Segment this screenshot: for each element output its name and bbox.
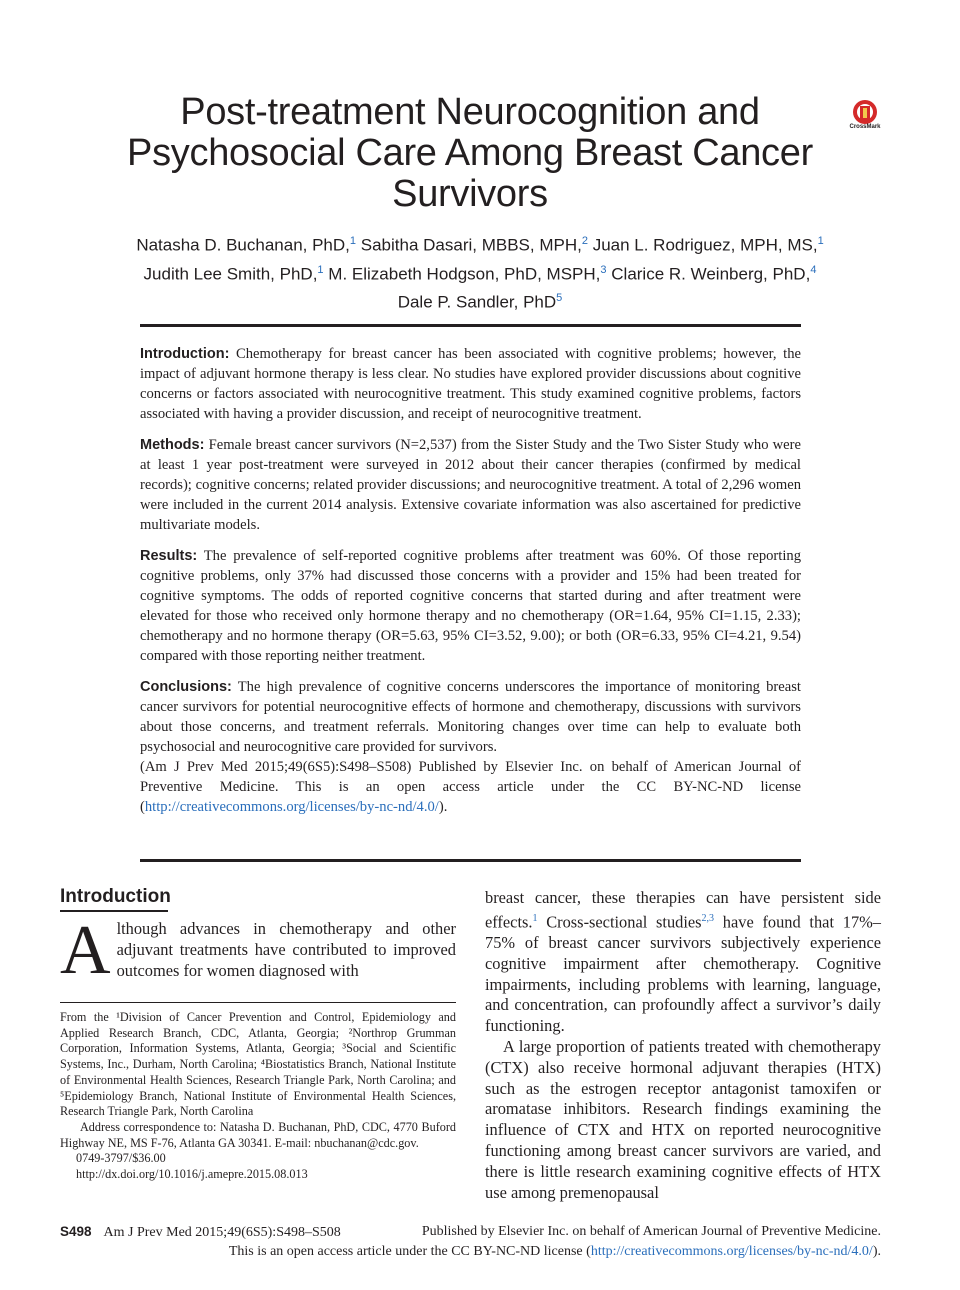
crossmark-label: CrossMark	[849, 124, 881, 130]
doi-link[interactable]: http://dx.doi.org/10.1016/j.amepre.2015.08.013	[76, 1167, 308, 1182]
author-name: M. Elizabeth Hodgson, PhD, MSPH,	[328, 264, 601, 284]
abstract-methods-heading: Methods:	[140, 437, 205, 453]
footer-license-link[interactable]: http://creativecommons.org/licenses/by-nc-nd/4.0/	[590, 1244, 873, 1259]
citation-text: (Am J Prev Med 2015;49(6S5):S498–S508) Published by Elsevier Inc. on behalf of American Journal of Preventive Medicine. This is an open access article under the CC BY-NC-ND license	[140, 759, 801, 795]
license-close: ).	[438, 799, 448, 815]
affiliations: From the ¹Division of Cancer Prevention and Control, Epidemiology and Applied Research Branch, CDC, Atlanta, Georgia; ²Northrop Grumman Corporation, Information Systems, Atlanta, Georgia; ³Social and Scientific Systems, Inc., Durham, North Carolina; ⁴Biostatistics Branch, National Institute of Environmental Health Sciences, Research Triangle Park, North Carolina; and ⁵Epidemiology Branch, National Institute of Environmental Health Sciences, Research Triangle Park, North Carolina	[60, 1010, 456, 1119]
right-text-c: have found that 17%–75% of breast cancer survivors subjectively experience cognitive impairment after chemotherapy. Cognitive impairments, including problems with learning, language, and concentration, can profoundly affect a survivor’s daily functioning.	[485, 912, 881, 1036]
intro-left-text: lthough advances in chemotherapy and other adjuvant treatments have contributed to improved outcomes for women diagnosed with	[116, 919, 456, 980]
publisher-line: Published by Elsevier Inc. on behalf of American Journal of Preventive Medicine.	[421, 1224, 881, 1239]
author-name: Juan L. Rodriguez, MPH, MS,	[592, 235, 818, 255]
license-link[interactable]: http://creativecommons.org/licenses/by-nc-nd/4.0/	[144, 799, 439, 815]
footnote-rule	[60, 1002, 456, 1003]
affiliation-ref[interactable]: 1	[349, 235, 357, 247]
author-name: Natasha D. Buchanan, PhD,	[136, 235, 350, 255]
reference-link[interactable]: 2,3	[701, 912, 715, 924]
abstract-results-text: The prevalence of self-reported cognitive problems after treatment was 60%. Of those reporting cognitive problems, only 37% had discussed those concerns with a provider and 15% had been treated for cognitive symptoms. The odds of reported cognitive concerns that started during and after treatment were elevated for those who received only hormone therapy and no chemotherapy (OR=1.64, 95% CI=1.15, 2.33); chemotherapy and no hormone therapy (OR=5.63, 95% CI=3.52, 9.00); or both (OR=6.33, 95% CI=4.21, 9.54) compared with those reporting neither treatment.	[140, 548, 801, 664]
abstract-methods	[140, 435, 801, 535]
intro-left-column	[60, 912, 456, 989]
license-open: (	[140, 799, 145, 815]
abstract-conclusions-heading: Conclusions:	[140, 679, 232, 695]
abstract	[140, 344, 801, 817]
author-name: Dale P. Sandler, PhD	[397, 292, 557, 312]
page-footer	[60, 1222, 881, 1261]
abstract-introduction	[140, 344, 801, 424]
footer-row	[60, 1222, 881, 1242]
affiliation-ref[interactable]: 4	[810, 263, 817, 276]
abstract-bottom-rule	[140, 859, 801, 862]
abstract-introduction-text: Chemotherapy for breast cancer has been associated with cognitive problems; however, the impact of adjuvant hormone therapy is less clear. No studies have explored provider discussions about cognitive concerns or factors associated with neurocognitive treatment. This study examined cognitive problems, factors associated with having a provider discussion, and receipt of neurocognitive treatment.	[140, 346, 801, 422]
abstract-methods-text: Female breast cancer survivors (N=2,537) from the Sister Study and the Two Sister Study who were at least 1 year post-treatment were surveyed in 2012 about their cancer therapies (confirmed by medical records); cognitive concerns; related provider discussions; and neurocognitive treatment. A total of 2,296 women were included in the current 2014 analysis. Extensive covariate information was also ascertained for predictive multivariate models.	[140, 437, 801, 533]
right-text-a: breast cancer, these therapies can have persistent side effects.	[485, 888, 881, 932]
abstract-results	[140, 546, 801, 666]
abstract-conclusions-text: The high prevalence of cognitive concerns underscores the importance of monitoring breast cancer survivors for potential neurocognitive effects of hormone and chemotherapy, discussions with survivors about those concerns, and treatment referrals. Monitoring changes over time can help to evaluate both psychosocial and neurocognitive care provided for survivors.	[140, 679, 801, 755]
journal-citation: Am J Prev Med 2015;49(6S5):S498–S508	[103, 1225, 341, 1240]
footer-license-text: This is an open access article under the CC BY-NC-ND license (	[228, 1244, 591, 1259]
abstract-introduction-heading: Introduction:	[140, 346, 230, 362]
author-name: Clarice R. Weinberg, PhD,	[611, 264, 811, 284]
drop-cap: A	[60, 912, 111, 989]
right-text-b: Cross-sectional studies	[537, 912, 702, 932]
page-number: S498	[60, 1224, 92, 1239]
abstract-citation	[140, 757, 801, 817]
correspondence: Address correspondence to: Natasha D. Buchanan, PhD, CDC, 4770 Buford Highway NE, MS F-76, Atlanta GA 30341. E-mail: nbuchanan@cdc.gov.	[60, 1119, 456, 1150]
abstract-top-rule	[140, 324, 801, 327]
author-list	[60, 229, 900, 315]
footer-license-close: ).	[872, 1244, 881, 1259]
abstract-results-heading: Results:	[140, 548, 198, 564]
affiliation-ref[interactable]: 1	[317, 263, 324, 276]
affiliation-ref[interactable]: 5	[556, 292, 563, 305]
section-heading-introduction: Introduction	[60, 886, 171, 907]
affiliation-ref[interactable]: 1	[817, 235, 824, 247]
intro-right-column	[485, 888, 881, 1203]
issn-price: 0749-3797/$36.00	[76, 1151, 166, 1166]
intro-right-paragraph-2: A large proportion of patients treated with chemotherapy (CTX) also receive hormonal adjuvant therapies (HTX) such as the estrogen receptor antagonist tamoxifen or aromatase inhibitors. Research findings examining the influence of CTX and HTX on reported neurocognitive functioning among breast cancer survivors are varied, and there is little research examining cognitive effects of HTX use among premenopausal	[485, 1037, 881, 1202]
footnote	[60, 1010, 456, 1183]
intro-paragraph	[60, 912, 456, 989]
reference-link[interactable]: 1	[532, 912, 538, 924]
affiliation-ref[interactable]: 2	[581, 235, 588, 247]
affiliation-ref[interactable]: 3	[600, 263, 607, 276]
footer-license	[60, 1242, 881, 1261]
author-name: Judith Lee Smith, PhD,	[143, 264, 318, 284]
author-name: Sabitha Dasari, MBBS, MPH,	[360, 235, 582, 255]
abstract-conclusions	[140, 677, 801, 757]
article-title: Post-treatment Neurocognition and Psychosocial Care Among Breast Cancer Survivors	[127, 91, 813, 215]
intro-right-paragraph-1	[485, 888, 881, 1037]
